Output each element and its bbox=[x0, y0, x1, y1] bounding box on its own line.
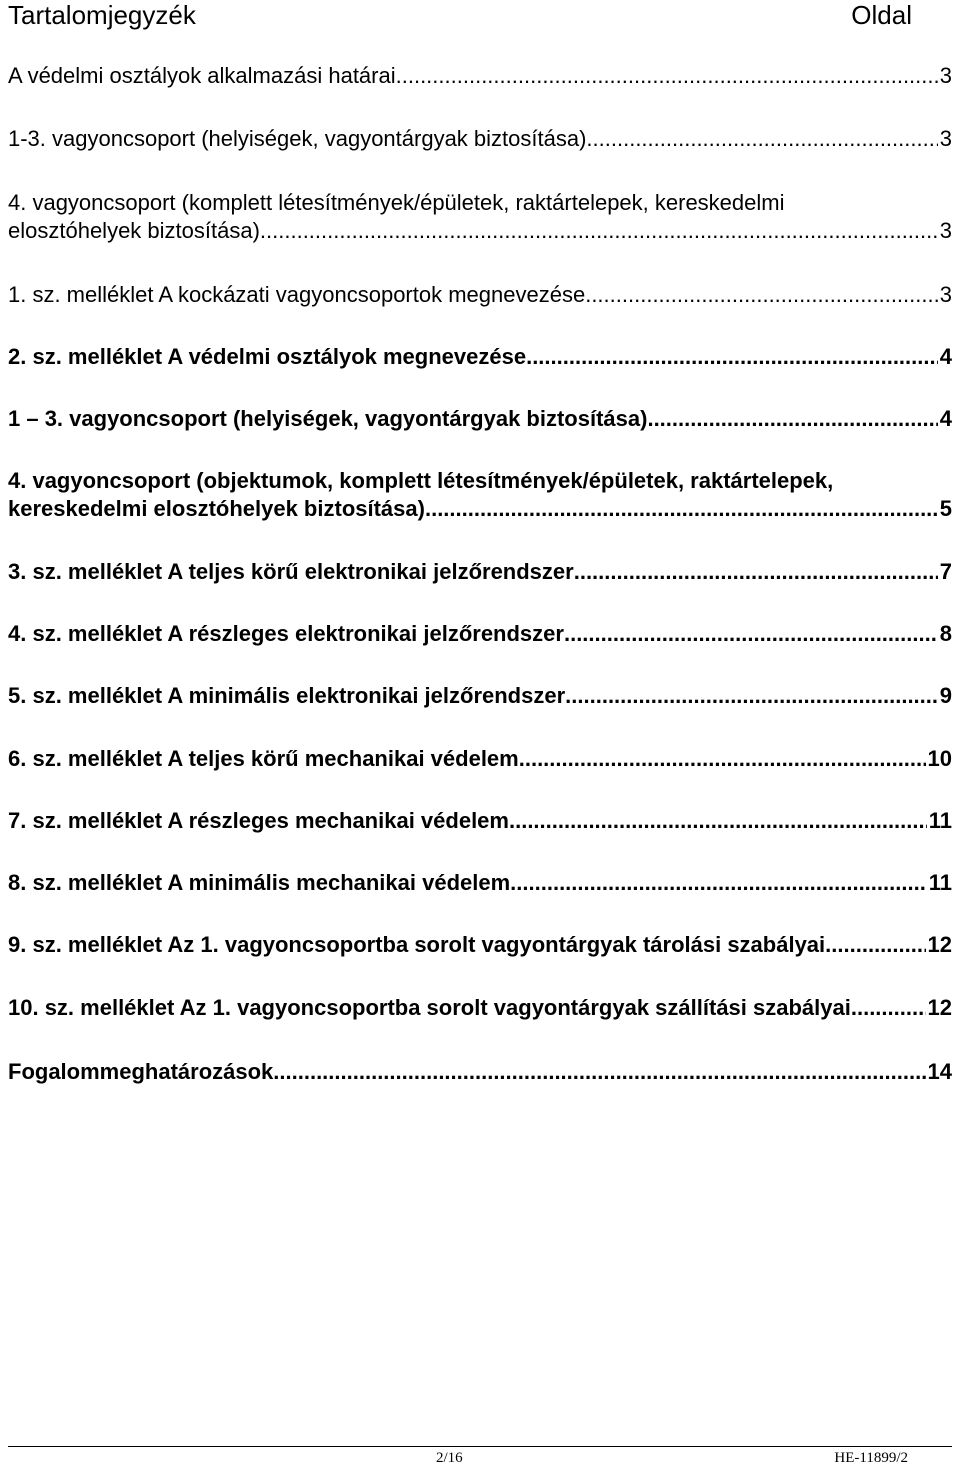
dot-leader bbox=[647, 405, 937, 433]
toc-entry-page: 3 bbox=[939, 218, 952, 243]
dot-leader bbox=[526, 343, 938, 371]
dot-leader bbox=[857, 994, 926, 1022]
toc-entry-page: 3 bbox=[939, 282, 952, 307]
dot-leader bbox=[585, 281, 938, 309]
toc-entry-page: 7 bbox=[939, 559, 952, 584]
toc-entry-title: 4. vagyoncsoport (objektumok, komplett létesítmények/épületek, raktártelepek, bbox=[8, 468, 834, 493]
toc-entry-title: 2. sz. melléklet A védelmi osztályok megnevezése bbox=[8, 344, 527, 369]
toc-entry-page: 9 bbox=[939, 683, 952, 708]
toc-entry-page: 14 bbox=[927, 1059, 952, 1084]
toc-entry-page: 5 bbox=[939, 496, 952, 521]
toc-entry[interactable] bbox=[8, 558, 952, 586]
toc-entry[interactable] bbox=[8, 189, 952, 245]
footer-divider bbox=[8, 1446, 952, 1447]
toc-entry[interactable] bbox=[8, 62, 952, 90]
toc-entry[interactable] bbox=[8, 869, 952, 897]
toc-entry-page: 3 bbox=[939, 63, 952, 88]
toc-entry-page: 11 bbox=[928, 870, 952, 895]
toc-entry[interactable] bbox=[8, 620, 952, 648]
toc-entry-title-cont: kereskedelmi elosztóhelyek biztosítása) bbox=[8, 496, 425, 521]
toc-entry[interactable] bbox=[8, 281, 952, 309]
toc-entry-page: 4 bbox=[939, 344, 952, 369]
toc-entry[interactable] bbox=[8, 467, 952, 523]
dot-leader bbox=[574, 558, 938, 586]
dot-leader bbox=[396, 62, 938, 90]
toc-entry-page: 3 bbox=[939, 126, 952, 151]
page-column-heading: Oldal bbox=[851, 0, 912, 30]
toc-entry-title: 5. sz. melléklet A minimális elektronikai jelzőrendszer bbox=[8, 683, 566, 708]
dot-leader bbox=[586, 125, 937, 153]
dot-leader bbox=[260, 217, 938, 245]
toc-entry-title: 1-3. vagyoncsoport (helyiségek, vagyontárgyak biztosítása) bbox=[8, 126, 587, 151]
toc-entry-title: 4. vagyoncsoport (komplett létesítmények/épületek, raktártelepek, kereskedelmi bbox=[8, 190, 785, 215]
toc-entry-page: 12 bbox=[927, 995, 952, 1020]
toc-entry-page: 10 bbox=[927, 746, 952, 771]
toc-entry-title: 3. sz. melléklet A teljes körű elektronikai jelzőrendszer bbox=[8, 559, 574, 584]
toc-entry[interactable] bbox=[8, 682, 952, 710]
toc-entry-title: Fogalommeghatározások bbox=[8, 1059, 274, 1084]
toc-entry-title: 9. sz. melléklet Az 1. vagyoncsoportba sorolt vagyontárgyak tárolási szabályai bbox=[8, 932, 826, 957]
toc-entry[interactable] bbox=[8, 994, 952, 1022]
dot-leader bbox=[509, 807, 927, 835]
dot-leader bbox=[564, 620, 938, 648]
toc-entry-title: 1. sz. melléklet A kockázati vagyoncsoportok megnevezése bbox=[8, 282, 586, 307]
dot-leader bbox=[425, 495, 938, 523]
toc-entry-title: 8. sz. melléklet A minimális mechanikai védelem bbox=[8, 870, 511, 895]
toc-entry[interactable] bbox=[8, 343, 952, 371]
toc-entry[interactable] bbox=[8, 745, 952, 773]
toc-entry[interactable] bbox=[8, 931, 952, 959]
toc-header bbox=[8, 0, 912, 30]
toc-entry-title: 4. sz. melléklet A részleges elektronikai jelzőrendszer bbox=[8, 621, 564, 646]
toc-title: Tartalomjegyzék bbox=[8, 0, 196, 30]
toc-entry-title-cont: elosztóhelyek biztosítása) bbox=[8, 218, 260, 243]
toc-entry-page: 11 bbox=[928, 808, 952, 833]
toc-entry-title: 6. sz. melléklet A teljes körű mechanikai védelem bbox=[8, 746, 519, 771]
toc-entry[interactable] bbox=[8, 405, 952, 433]
toc-entry[interactable] bbox=[8, 125, 952, 153]
toc-entry-title: 7. sz. melléklet A részleges mechanikai védelem bbox=[8, 808, 509, 833]
dot-leader bbox=[565, 682, 938, 710]
toc-entry-page: 8 bbox=[939, 621, 952, 646]
dot-leader bbox=[519, 745, 926, 773]
dot-leader bbox=[273, 1058, 925, 1086]
document-code: HE-11899/2 bbox=[834, 1450, 908, 1466]
toc-entry-page: 12 bbox=[927, 932, 952, 957]
toc-entry-title: A védelmi osztályok alkalmazási határai bbox=[8, 63, 396, 88]
toc-entry-title: 1 – 3. vagyoncsoport (helyiségek, vagyontárgyak biztosítása) bbox=[8, 406, 648, 431]
toc-entry-title: 10. sz. melléklet Az 1. vagyoncsoportba sorolt vagyontárgyak szállítási szabályai. bbox=[8, 995, 857, 1020]
toc-entry[interactable] bbox=[8, 1058, 952, 1086]
dot-leader bbox=[510, 869, 927, 897]
page-number: 2/16 bbox=[436, 1450, 463, 1466]
toc-entry-page: 4 bbox=[939, 406, 952, 431]
dot-leader bbox=[825, 931, 925, 959]
toc-entry[interactable] bbox=[8, 807, 952, 835]
page-footer bbox=[8, 1450, 952, 1466]
